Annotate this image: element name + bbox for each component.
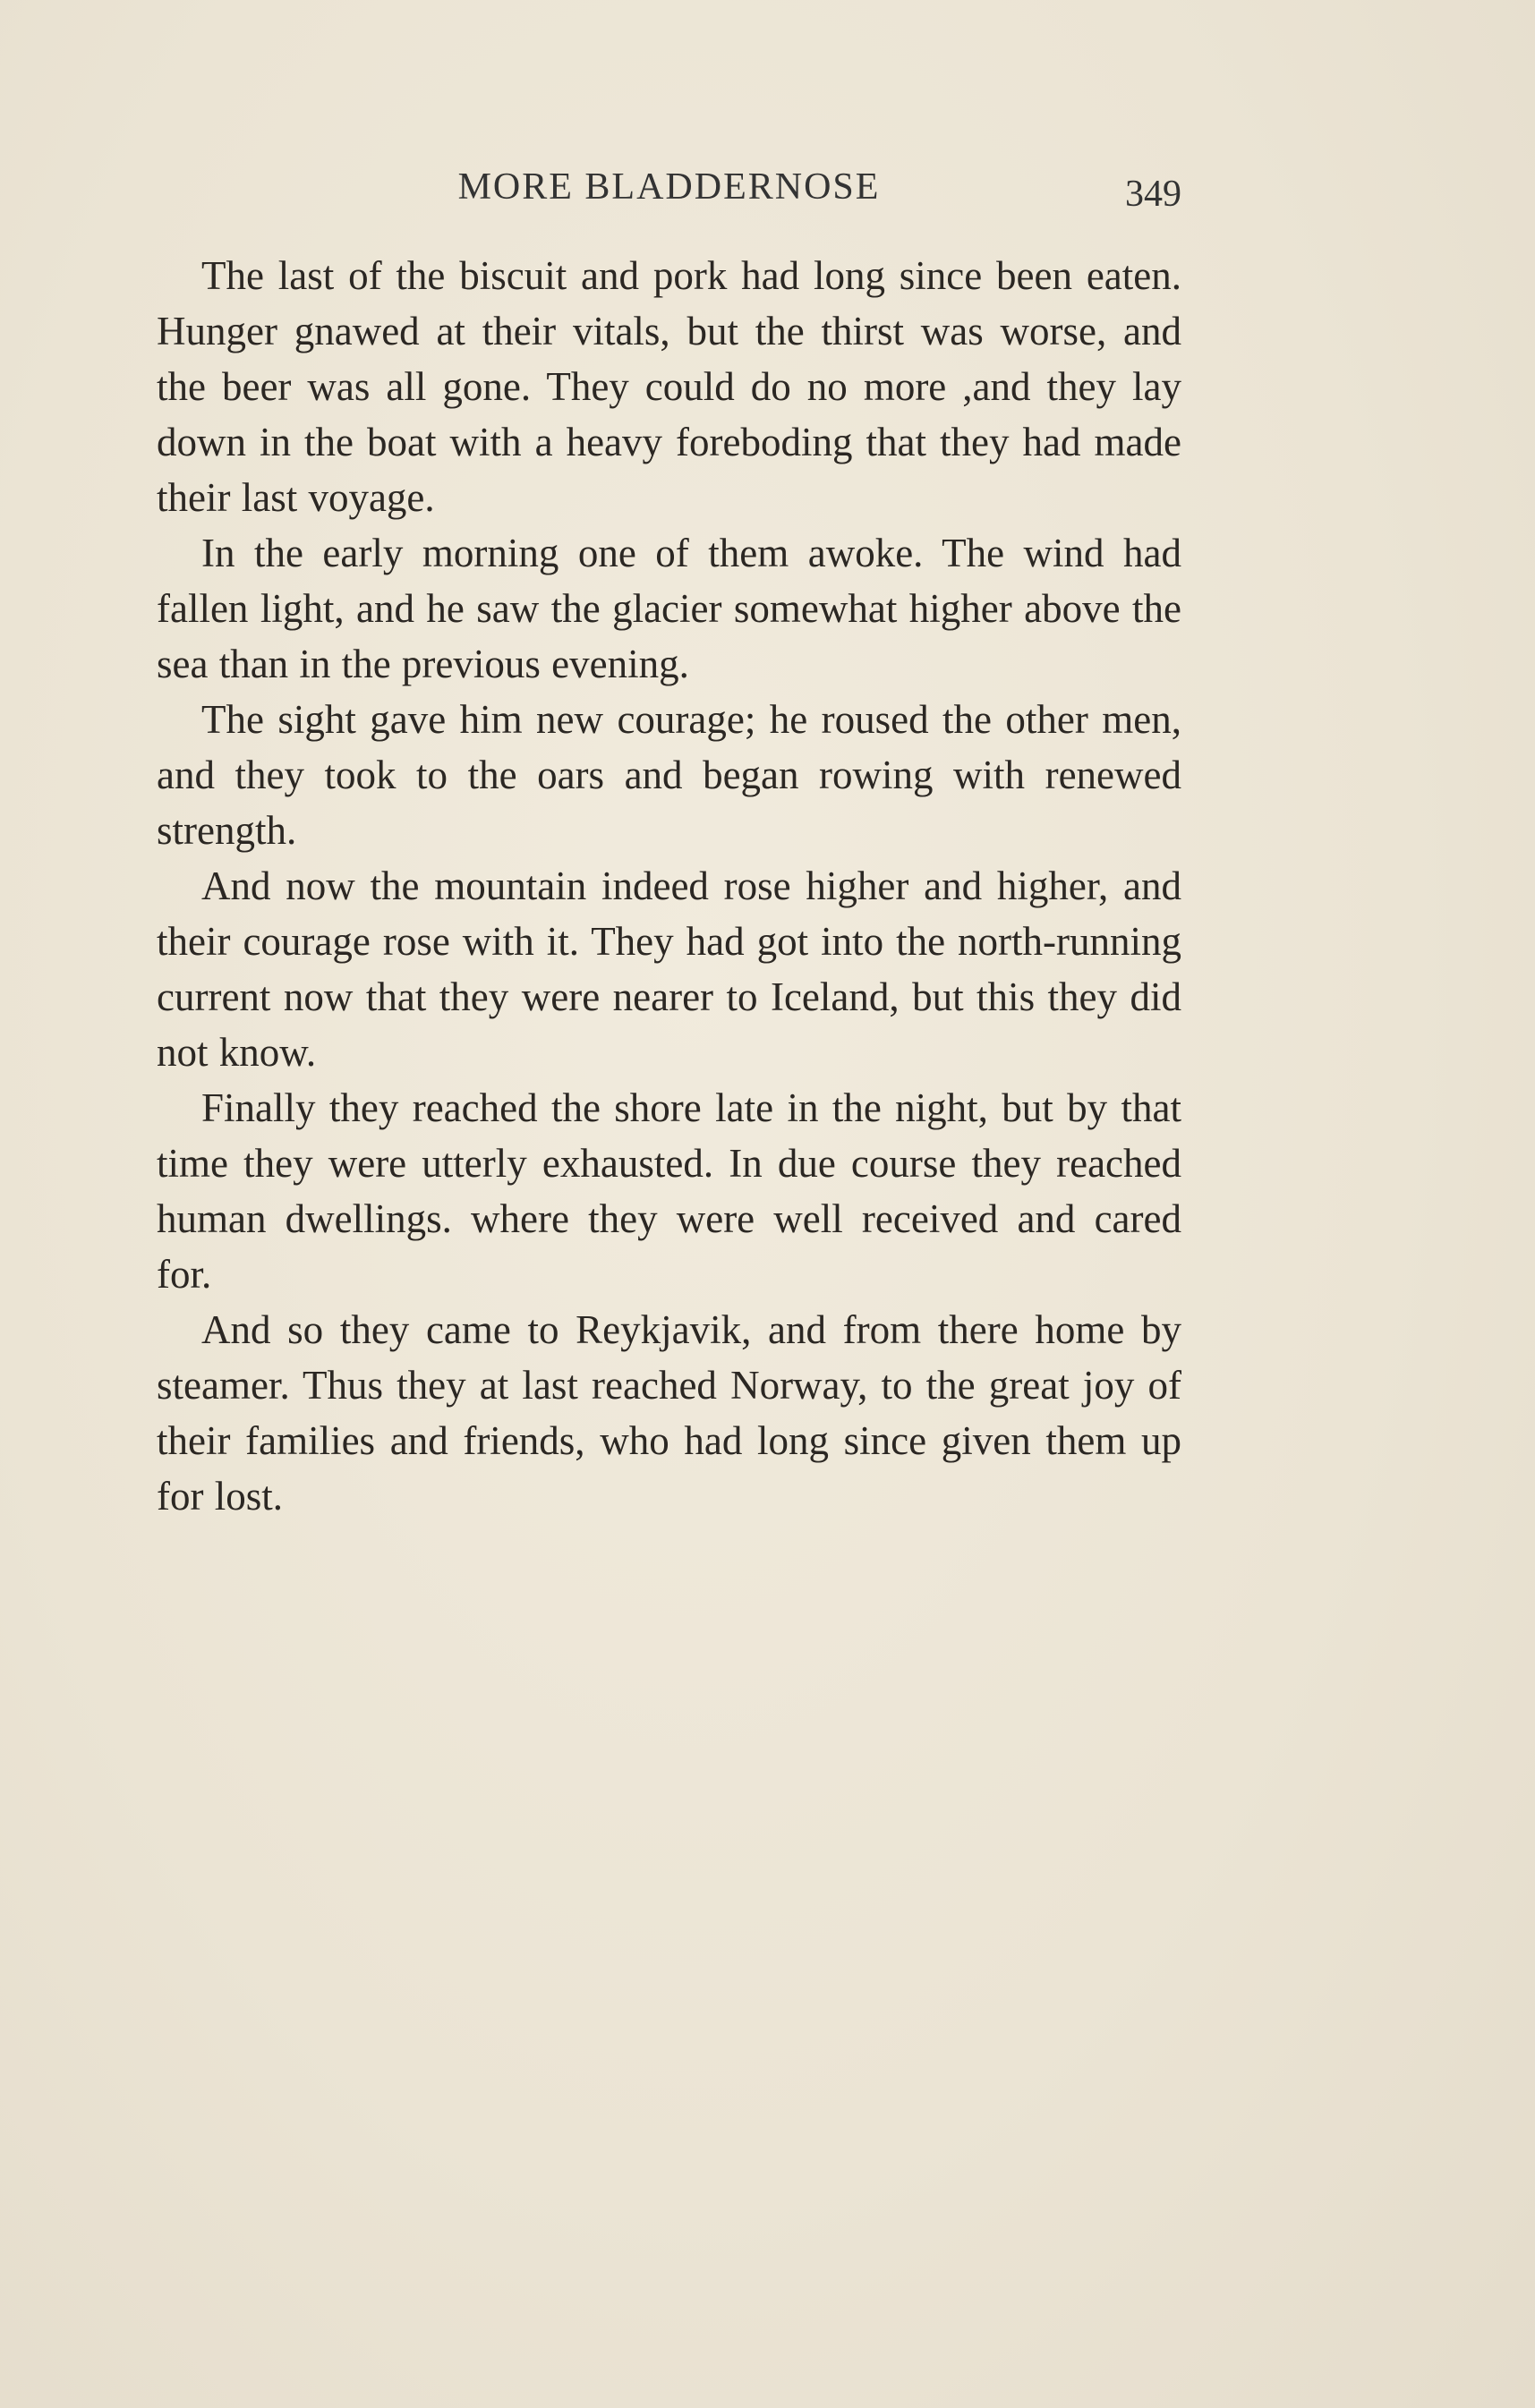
paragraph-5: Finally they reached the shore late in the night, but by that time they were utterly exhausted. In due course they reached human dwellings. where they were well received and cared for.	[157, 1085, 1181, 1297]
paragraph-6: And so they came to Reykjavik, and from there home by steamer. Thus they at last reached Norway, to the great joy of their families and friends, who had long since given them up for lost.	[157, 1307, 1181, 1519]
page-number: 349	[1125, 174, 1181, 215]
paragraph-1: The last of the biscuit and pork had long since been eaten. Hunger gnawed at their vitals, but the thirst was worse, and the beer was all gone. They could do no more ,and they lay down in the boat with a heavy foreboding that they had made their last voyage.	[157, 253, 1181, 520]
body-text	[157, 248, 1181, 1524]
page-header	[157, 166, 1181, 219]
paragraph-4: And now the mountain indeed rose higher and higher, and their courage rose with it. They had got into the north-running current now that they were nearer to Iceland, but this they did not know.	[157, 864, 1181, 1075]
running-head: MORE BLADDERNOSE	[457, 166, 881, 208]
paragraph-2: In the early morning one of them awoke. The wind had fallen light, and he saw the glacier somewhat higher above the sea than in the previous evening.	[157, 531, 1181, 686]
paragraph-3: The sight gave him new courage; he roused the other men, and they took to the oars and began rowing with renewed strength.	[157, 697, 1181, 853]
